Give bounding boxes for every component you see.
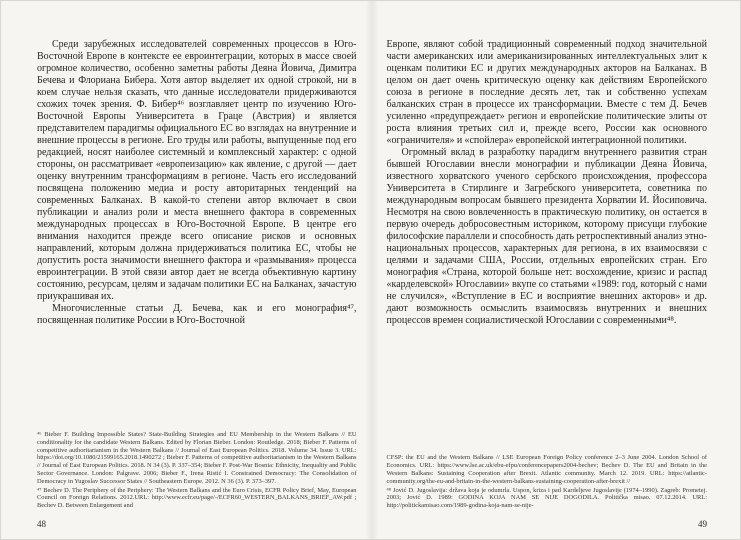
footnote-46: ⁴⁶ Bieber F. Building Impossible States? State-Building Strategies and EU Membership in the Western Balkans // EU conditionality for the candidate Western Balkans. Edited by Florian Bieber. London: Routledge. 2018; Bieber F. Patterns of competitive authoritarianism in the Western Balkans // Journal of East European Politics. 2018. Volume 34. Issue 3. URL: https://doi.org/10.1080/21599165.2018.1490272 ; Bieber F. Patterns of competitive authoritarianism in the Western Balkans // Journal of East European Politics. 2018. N 34 (3). P. 337–354; Bieber F. Post-War Bosnia: Ethnicity, Inequality and Public Sector Governance. London: Palgrave. 2006; Bieber F., Irena Ristić I. Constrained Democracy: The Consolidation of Democracy in Yugoslav Successor States // Southeastern Europe. 2012. N 36 (3). P. 373–397. xyxy=(37,431,357,485)
left-page xyxy=(1,1,371,540)
page-number-right: 49 xyxy=(698,519,707,529)
footnote-48: ⁴⁸ Jović D. Jugoslavija: država koja je odumrla. Uspon, kriza i pad Kardeljeve Jugoslavije (1974–1990). Zagreb: Prometej. 2003; Jović D. 1989: GODINA KOJA NAM SE NIJE DOGODILA. Politička misao. 07.12.2014. URL: http://politickamisao.com/1989-godina-koja-nam-se-nije- xyxy=(386,486,707,510)
left-body-text xyxy=(37,39,357,327)
footnote-47: ⁴⁷ Bechev D. The Periphery of the Periphery: The Western Balkans and the Euro Crisis, ECFR Policy Brief, May, European Council on Foreign Relations. 2012.URL: http://www.ecfr.eu/page/-/ECFR60_WESTERN_BALKANS_BRIEF_AW.pdf ; Bechev D. Between Enlargement and xyxy=(37,486,357,510)
page-number-left: 48 xyxy=(37,519,46,529)
paragraph-continuation: Европе, являют собой традиционный современный подход значительной части американских или американизированных интеллектуальных элит к оценкам политики ЕС и других международных акторов на Балканах. В целом он дает очень критическую оценку как действиям Европейского союза в регионе в последние десять лет, так и собственно успехам балканских стран в процессе их трансформации. Вместе с тем Д. Бечев усиленно «предупреждает» регион и европейские политические элиты от роста влияния третьих сил и, прежде всего, России как основного «ограничителя» и «спойлера» европейской интеграционной политики. xyxy=(386,39,707,146)
paragraph: Многочисленные статьи Д. Бечева, как и его монография⁴⁷, посвященная политике России в Юго-Восточной xyxy=(37,303,357,326)
paragraph: Среди зарубежных исследователей современных процессов в Юго-Восточной Европе в контексте ее евроинтеграции, которых в массе своей огромное количество, особенно заметны работы Деяна Йовича, Димитра Бечева и Флориана Бибера. Хотя автор выделяет их одной строкой, ни в коем случае нельзя сказать, что данные исследователи придерживаются схожих точек зрения. Ф. Бибер⁴⁶ возглавляет центр по изучению Юго-Восточной Европы Университета в Граце (Австрия) и является представителем парадигмы официального ЕС во взглядах на внутренние и внешние процессы в регионе. Его труды или работы, выпущенные под его редакцией, носят наиболее системный и комплексный характер: с одной стороны, он рассматривает «европеизацию» как явление, с другой — дает оценку внутренним трансформациям в регионе. Часть его исследований посвящена положению медиа и росту авторитарных тенденций на современных Балканах. В какой-то степени автор включает в свои публикации и анализ роли и места внешнего фактора в современных международных процессах в Юго-Восточной Европе. В центре его внимания находится прежде всего описание рисков и основных направлений, которым должна придерживаться политика ЕС, чтобы не допустить роста значимости внешнего фактора и «размывания» процесса евроинтеграции. В этой связи автор дает не всегда объективную картину состоянию, ресурсам, целям и задачам политики ЕС на Балканах, зачастую приукрашивая их. xyxy=(37,39,357,302)
footnote-47-continuation: CFSP: the EU and the Western Balkans // LSE European Foreign Policy conference 2–3 June 2004. London School of Economics. URL: https://www.lse.ac.uk/ebu-efpu/conferencepapers2004-bechev; Bechev D. The EU and Britain in the Western Balkans: Sustaining Cooperation after Brexit. Atlantic community. March 12. 2019. URL: https://atlantic-community.org/the-eu-and-britain-in-the-western-balkans-sustaining-cooperation-after-brexit // xyxy=(386,454,707,485)
right-page xyxy=(371,1,741,540)
left-footnotes xyxy=(37,425,357,511)
paragraph: Огромный вклад в разработку парадигм внутреннего развития стран бывшей Югославии внесли монографии и публикации Деяна Йовича, известного хорватского ученого сербского происхождения, профессора Университета в Стирлинге и Загребского университета, советника по международным вопросам бывшего президента Хорватии И. Йосиповича. Несмотря на свою вовлеченность в практическую политику, он остается в первую очередь добросовестным историком, которому присущи глубокие философские параллели и способность дать ретроспективный анализ этно-национальных процессов, характерных для региона, в их взаимосвязи с целями и задачами США, России, отдельных европейских стран. Его монография «Страна, которой больше нет: восхождение, кризис и распад «карделевской» Югославии» вкупе со статьями «1989: год, который с нами не случился», «Вступление в ЕС и восприятие внешних акторов» и др. дают возможность осмыслить взаимосвязь внутренних и внешних процессов времен социалистической Югославии с современными⁴⁸. xyxy=(386,147,707,326)
right-footnotes xyxy=(387,448,708,511)
right-body-text xyxy=(387,39,708,327)
